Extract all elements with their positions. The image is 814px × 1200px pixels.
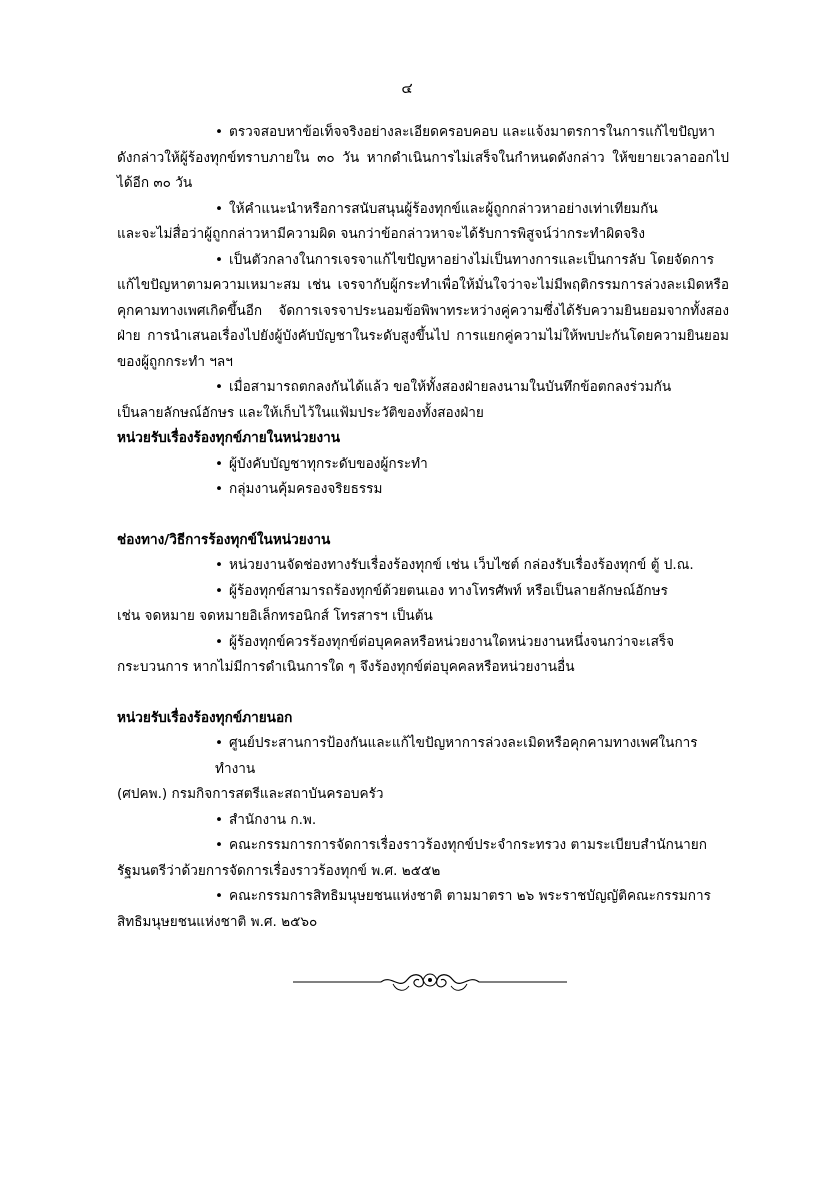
section-heading-external: หน่วยรับเรื่องร้องทุกข์ภายนอก <box>117 709 293 726</box>
paragraph-continuation: เช่น จดหมาย จดหมายอิเล็กทรอนิกส์ โทรสารฯ เป็นต้น <box>117 608 433 624</box>
paragraph-first-line: ผู้ร้องทุกข์ควรร้องทุกข์ต่อบุคคลหรือหน่วยงานใดหน่วยงานหนึ่งจนกว่าจะเสร็จ <box>229 633 675 650</box>
bullet-paragraph <box>117 197 729 248</box>
bullet-icon: • <box>215 888 224 904</box>
bullet-icon: • <box>215 582 224 599</box>
paragraph-first-line: หน่วยงานจัดช่องทางรับเรื่องร้องทุกข์ เช่น เว็บไซต์ กล่องรับเรื่องร้องทุกข์ ตู้ ป.ณ. <box>229 557 694 573</box>
paragraph-first-line: ผู้ร้องทุกข์สามารถร้องทุกข์ด้วยตนเอง ทางโทรศัพท์ หรือเป็นลายลักษณ์อักษร <box>229 582 668 599</box>
bullet-icon: • <box>215 200 224 217</box>
section-heading-channels: ช่องทาง/วิธีการร้องทุกข์ในหน่วยงาน <box>117 531 331 548</box>
paragraph-continuation: ดังกล่าวให้ผู้ร้องทุกข์ทราบภายใน ๓๐ วัน หากดำเนินการไม่เสร็จในกำหนดดังกล่าว ให้ขยายเวลาออกไปได้อีก ๓๐ วัน <box>117 149 729 191</box>
paragraph-continuation: (ศปคพ.) กรมกิจการสตรีและสถาบันครอบครัว <box>117 786 384 802</box>
bullet-paragraph <box>117 630 729 681</box>
page-number: ๔ <box>401 79 413 97</box>
bullet-icon: • <box>215 811 224 828</box>
list-item: • ผู้บังคับบัญชาทุกระดับของผู้กระทำ <box>117 452 729 478</box>
paragraph-first-line: สำนักงาน ก.พ. <box>229 811 317 828</box>
paragraph-continuation: เป็นลายลักษณ์อักษร และให้เก็บไว้ในแฟ้มประวัติของทั้งสองฝ่าย <box>117 404 484 421</box>
bullet-icon: • <box>215 837 224 853</box>
bullet-paragraph <box>117 808 729 834</box>
bullet-paragraph <box>117 375 729 426</box>
paragraph-continuation: แก้ไขปัญหาตามความเหมาะสม เช่น เจรจากับผู้กระทำเพื่อให้มั่นใจว่าจะไม่มีพฤติกรรมการล่วงละเมิดหรือคุกคามทางเพศเกิดขึ้นอีก จัดการเจรจาประนอมข้อพิพาทระหว่างคู่ความซึ่งได้รับความยินยอมจากทั้งสองฝ่าย การนำเสนอเรื่องไปยังผู้บังคับบัญชาในระดับสูงขึ้นไป การแยกคู่ความไม่ให้พบปะกันโดยความยินยอมของผู้ถูกกระทำ ฯลฯ <box>117 277 729 370</box>
bullet-paragraph <box>117 579 729 630</box>
bullet-icon: • <box>215 557 224 573</box>
paragraph-first-line: เมื่อสามารถตกลงกันได้แล้ว ขอให้ทั้งสองฝ่ายลงนามในบันทึกข้อตกลงร่วมกัน <box>229 379 672 395</box>
paragraph-first-line: คณะกรรมการการจัดการเรื่องราวร้องทุกข์ประจำกระทรวง ตามระเบียบสำนักนายก <box>229 837 707 853</box>
ornament-divider-icon <box>293 962 567 996</box>
paragraph-first-line: คณะกรรมการสิทธิมนุษยชนแห่งชาติ ตามมาตรา ๒๖ พระราชบัญญัติคณะกรรมการ <box>229 888 711 904</box>
paragraph-first-line: เป็นตัวกลางในการเจรจาแก้ไขปัญหาอย่างไม่เป็นทางการและเป็นการลับ โดยจัดการ <box>229 251 715 268</box>
bullet-icon: • <box>215 124 224 140</box>
bullet-icon: • <box>215 251 224 268</box>
bullet-paragraph <box>117 120 729 197</box>
bullet-icon: • <box>215 633 224 650</box>
document-body <box>117 120 729 935</box>
bullet-paragraph <box>117 833 729 884</box>
paragraph-first-line: ศูนย์ประสานการป้องกันและแก้ไขปัญหาการล่วงละเมิดหรือคุกคามทางเพศในการทำงาน <box>215 735 698 777</box>
list-item: • กลุ่มงานคุ้มครองจริยธรรม <box>117 477 729 503</box>
bullet-paragraph <box>117 248 729 376</box>
bullet-icon: • <box>215 735 224 751</box>
spacer <box>117 503 729 528</box>
bullet-paragraph <box>117 731 729 808</box>
paragraph-continuation: สิทธิมนุษยชนแห่งชาติ พ.ศ. ๒๕๖๐ <box>117 913 318 930</box>
bullet-icon: • <box>215 455 224 472</box>
bullet-icon: • <box>215 481 224 497</box>
paragraph-first-line: ให้คำแนะนำหรือการสนับสนุนผู้ร้องทุกข์และผู้ถูกกล่าวหาอย่างเท่าเทียมกัน <box>229 200 658 217</box>
spacer <box>117 681 729 706</box>
bullet-icon: • <box>215 379 224 395</box>
section-heading-internal: หน่วยรับเรื่องร้องทุกข์ภายในหน่วยงาน <box>117 430 341 446</box>
paragraph-continuation: รัฐมนตรีว่าด้วยการจัดการเรื่องราวร้องทุกข์ พ.ศ. ๒๕๕๒ <box>117 862 441 879</box>
paragraph-continuation: กระบวนการ หากไม่มีการดำเนินการใด ๆ จึงร้องทุกข์ต่อบุคคลหรือหน่วยงานอื่น <box>117 659 575 675</box>
paragraph-first-line: ตรวจสอบหาข้อเท็จจริงอย่างละเอียดครอบคอบ และแจ้งมาตรการในการแก้ไขปัญหา <box>229 124 716 140</box>
paragraph-continuation: และจะไม่สื่อว่าผู้ถูกกล่าวหามีความผิด จนกว่าข้อกล่าวหาจะได้รับการพิสูจน์ว่ากระทำผิดจริง <box>117 226 645 242</box>
bullet-paragraph <box>117 884 729 935</box>
bullet-paragraph <box>117 553 729 579</box>
